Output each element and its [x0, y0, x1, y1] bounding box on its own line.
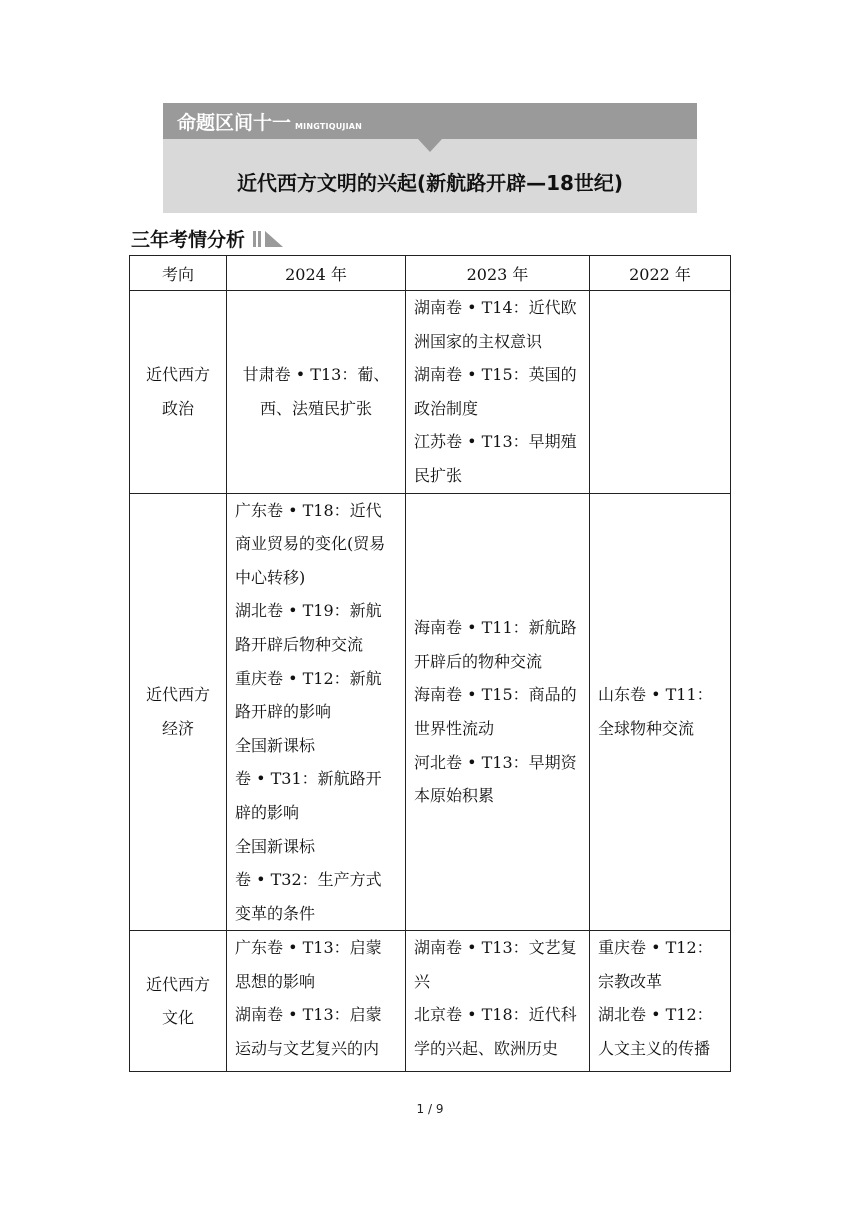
section-heading	[131, 225, 283, 252]
cell-2024: 广东卷 • T13：启蒙 思想的影响 湖南卷 • T13：启蒙 运动与文艺复兴的内	[227, 931, 406, 1072]
banner-label	[177, 108, 362, 135]
cell-2024: 甘肃卷 • T13：葡、 西、法殖民扩张	[227, 291, 406, 494]
header-2022: 2022 年	[590, 256, 731, 291]
header-2023: 2023 年	[406, 256, 590, 291]
banner-label-text: 命题区间十一	[177, 112, 292, 134]
topic-cell: 近代西方 经济	[130, 493, 227, 931]
cell-2023: 湖南卷 • T13：文艺复 兴 北京卷 • T18：近代科 学的兴起、欧洲历史	[406, 931, 590, 1072]
exam-analysis-table	[129, 255, 731, 1072]
topic-cell: 近代西方 文化	[130, 931, 227, 1072]
table-row	[130, 931, 731, 1072]
topic-cell: 近代西方 政治	[130, 291, 227, 494]
banner-notch-decoration	[418, 139, 442, 152]
chapter-title: 近代西方文明的兴起(新航路开辟—18世纪)	[236, 171, 624, 195]
banner-label-pinyin: MINGTIQUJIAN	[295, 122, 363, 131]
heading-decoration-icon	[253, 231, 283, 247]
cell-2022: 重庆卷 • T12： 宗教改革 湖北卷 • T12： 人文主义的传播	[590, 931, 731, 1072]
table-row	[130, 493, 731, 931]
cell-2024: 广东卷 • T18：近代 商业贸易的变化(贸易 中心转移) 湖北卷 • T19：新航 路开辟后物种交流 重庆卷 • T12：新航 路开辟的影响 全国新课标 卷 • T31：新航路开 辟的影响 全国新课标 卷 • T32：生产方式 变革的条件	[227, 493, 406, 931]
header-topic: 考向	[130, 256, 227, 291]
table-header-row	[130, 256, 731, 291]
banner-header-strip	[163, 103, 697, 139]
table-row	[130, 291, 731, 494]
cell-2023: 海南卷 • T11：新航路 开辟后的物种交流 海南卷 • T15：商品的 世界性流动 河北卷 • T13：早期资 本原始积累	[406, 493, 590, 931]
header-2024: 2024 年	[227, 256, 406, 291]
page-number: 1 / 9	[416, 1102, 444, 1116]
cell-2022: 山东卷 • T11： 全球物种交流	[590, 493, 731, 931]
cell-2023: 湖南卷 • T14：近代欧 洲国家的主权意识 湖南卷 • T15：英国的 政治制度 江苏卷 • T13：早期殖 民扩张	[406, 291, 590, 494]
cell-2022	[590, 291, 731, 494]
section-heading-text: 三年考情分析	[131, 229, 246, 251]
chapter-banner	[163, 103, 697, 213]
